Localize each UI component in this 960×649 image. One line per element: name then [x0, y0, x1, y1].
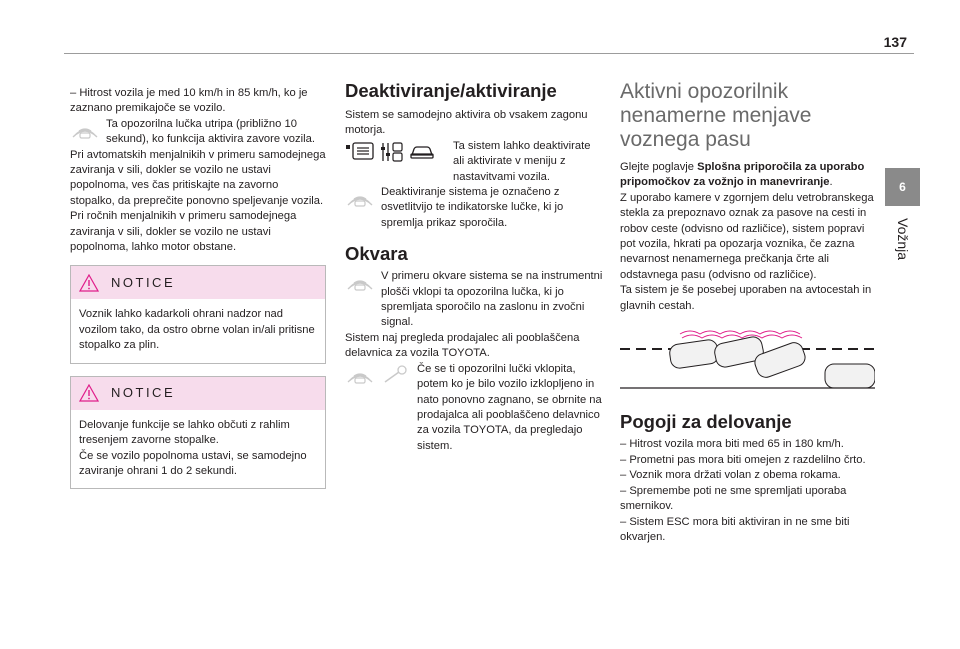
- notice-body: [71, 299, 325, 362]
- warning-triangle-icon: [79, 384, 99, 402]
- lane-keeping-illustration: [620, 326, 875, 396]
- menu-icons: [345, 141, 435, 163]
- paragraph-speed-condition: – Hitrost vozila je med 10 km/h in 85 km/h, ko je zaznano premikajoče se vozilo.: [70, 87, 308, 115]
- column-3: [620, 80, 875, 545]
- paragraph-auto-activate: Sistem se samodejno aktivira ob vsakem zagonu motorja.: [345, 109, 588, 137]
- settings-keypad-icon: [380, 141, 404, 163]
- page-number: 137: [883, 34, 907, 50]
- fault-icons: [345, 364, 411, 386]
- chapter-tab: 6: [885, 168, 920, 206]
- reference-chapter: Splošna priporočila za uporabo pripomočkov za vožnjo in manevriranje: [620, 161, 865, 189]
- notice-text: Delovanje funkcije se lahko občuti z rahlim tresenjem zavorne stopalke.: [79, 418, 290, 447]
- condition-item: – Hitrost vozila mora biti med 65 in 180 km/h.: [620, 438, 844, 451]
- paragraph-reference: [620, 160, 875, 191]
- notice-title: NOTICE: [111, 385, 176, 401]
- collision-warning-icon: [70, 119, 100, 141]
- notice-title: NOTICE: [111, 275, 176, 291]
- condition-item: – Sistem ESC mora biti aktiviran in ne sme biti okvarjen.: [620, 515, 850, 543]
- condition-item: – Spremembe poti ne sme spremljati uporaba smernikov.: [620, 484, 847, 513]
- section-heading: Deaktiviranje/aktiviranje: [345, 80, 557, 101]
- paragraph-dealer: Sistem naj pregleda prodajalec ali pooblaščena delavnica za vozila TOYOTA.: [345, 331, 580, 360]
- reference-prefix: Glejte poglavje: [620, 161, 698, 173]
- collision-warning-off-icon: [345, 187, 375, 209]
- notice-box-1: [70, 265, 326, 363]
- section-heading-large: Aktivni opozorilnik nenamerne menjave voznega pasu: [620, 80, 812, 151]
- notice-header: [71, 377, 325, 410]
- condition-item: – Voznik mora držati volan z obema rokama.: [620, 469, 841, 482]
- paragraph-fault: V primeru okvare sistema se na instrumentni plošči vklopi ta opozorilna lučka, ki jo spremljata sporočilo na zaslonu in zvočni signal.: [381, 270, 603, 329]
- notice-box-2: [70, 376, 326, 490]
- section-heading: Okvara: [345, 243, 408, 265]
- paragraph-deactivate-menu: Ta sistem lahko deaktivirate ali aktivirate v meniju z nastavitvami vozila.: [453, 139, 591, 183]
- collision-warning-icon: [345, 364, 375, 386]
- notice-header: [71, 266, 325, 299]
- paragraph-warning-light: Ta opozorilna lučka utripa (približno 10 sekund), ko funkcija aktivira zavore vozila.: [106, 117, 315, 146]
- paragraph-with-icon: [70, 117, 326, 148]
- paragraph-restart: Če se ti opozorilni lučki vklopita, potem ko je bilo vozilo izklopljeno in nato ponovno zagnano, se obrnite na prodajalca ali pooblaščeno delavnico za vozila TOYOTA, da pregledajo sistem.: [417, 362, 602, 452]
- paragraph-with-icons: [345, 362, 603, 454]
- paragraph-with-icons: [345, 139, 603, 185]
- notice-body: [71, 410, 325, 489]
- column-1: [70, 86, 326, 497]
- notice-text: Voznik lahko kadarkoli ohrani nadzor nad vozilom tako, da ostro obrne volan in/ali pritisne stopalko za plin.: [79, 308, 315, 352]
- paragraph-with-icon: [345, 269, 603, 331]
- paragraph-highways: Ta sistem je še posebej uporaben na avtocestah in glavnih cestah.: [620, 284, 872, 312]
- header-rule: [64, 53, 914, 54]
- condition-item: – Prometni pas mora biti omejen z razdelilno črto.: [620, 453, 866, 466]
- collision-warning-icon: [345, 271, 375, 293]
- chapter-label: Vožnja: [895, 218, 911, 261]
- paragraph-manual: Pri ročnih menjalnikih v primeru samodejnega zaviranja v sili, dokler se vozilo ne ustavi popolnoma, lahko motor obstane.: [70, 210, 297, 254]
- paragraph-camera: Z uporabo kamere v zgornjem delu vetrobranskega stekla za prepoznavo oznak za pasove na cesti in robov ceste (odvisno od različice), sistem popravi pot vozila, hkrati pa opozarja voznika, če zazna nevarnost nenamernega prečkanja črte ali odstavnega pasu (odvisno od različice).: [620, 191, 874, 281]
- paragraph-deactivation-light: Deaktiviranje sistema je označeno z osvetlitvijo te indikatorske lučke, ki jo spremlja prikaz sporočila.: [381, 186, 564, 229]
- paragraph-with-icon: [345, 185, 603, 231]
- paragraph-automatic: Pri avtomatskih menjalnikih v primeru samodejnega zaviranja v sili, dokler se vozilo ne ustavi popolnoma, ves čas pritiskajte na zavorno stopalko, da preprečite ponovno speljevanje vozila.: [70, 148, 326, 207]
- car-settings-icon: [409, 142, 435, 162]
- warning-triangle-icon: [79, 274, 99, 292]
- column-2: [345, 80, 603, 454]
- menu-button-icon: [345, 142, 375, 162]
- section-heading: Pogoji za delovanje: [620, 411, 792, 433]
- reference-suffix: .: [829, 176, 833, 189]
- notice-text: Če se vozilo popolnoma ustavi, se samodejno zaviranje ohrani 1 do 2 sekundi.: [79, 449, 307, 477]
- wrench-icon: [381, 364, 411, 386]
